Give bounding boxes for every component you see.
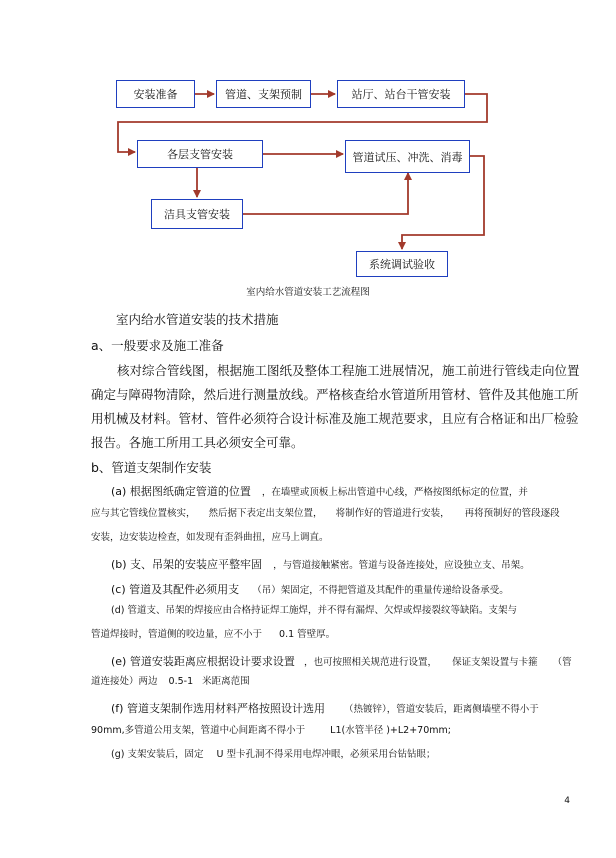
item-b [111,553,530,572]
item-f-line1 [111,697,539,716]
item-a-line2 [91,505,560,519]
item-a-line2-part2: 然后据下表定出支架位置， [208,508,323,519]
item-d-line2 [91,626,335,640]
item-a-line3: 安装，边安装边检查，如发现有歪斜曲扭，应马上调直。 [91,532,329,543]
item-e-line1 [111,650,572,669]
item-a-line2-part3: 将制作好的管道进行安装， [335,508,450,519]
item-e-part4: （管 [552,657,572,668]
item-e-line2-part2: 0.5-1 [168,676,194,687]
item-f-rest: （热镀锌），管道安装后，距离侧墙壁不得小于 [344,704,539,715]
item-a-lead: (a) 根据图纸确定管道的位置 [111,485,251,498]
item-a-line2-part1: 应与其它管线位置核实， [91,508,196,519]
item-g [111,746,435,760]
item-f-line2-part2: L1(水管半径 )+L2+70mm; [330,725,451,736]
paragraph-a-line2: 确定与障碍物清除，然后进行测量放线。严格核查给水管道所用管材、管件及其他施工所 [91,387,579,402]
paragraph-a-line1: 核对综合管线图，根据施工图纸及整体工程施工进展情况，施工前进行管线走向位置 [117,363,580,378]
item-d-line2-part1: 管道焊接时，管道侧的咬边量，应不小于 [91,629,263,640]
arrow-fixture-to-test [243,173,408,214]
item-f-line2 [91,722,451,736]
flow-box-branch-pipe: 各层支管安装 [137,140,263,168]
flow-box-prefabrication: 管道、支架预制 [216,80,311,108]
flowchart [0,0,616,298]
flow-box-acceptance: 系统调试验收 [356,251,448,277]
subsection-a-heading: a、一般要求及施工准备 [91,338,224,353]
item-f-lead: (f) 管道支架制作选用材料严格按照设计选用 [111,702,325,715]
item-c-lead: (c) 管道及其配件必须用支 [111,583,240,596]
subsection-b-heading: b、管道支架制作安装 [91,460,212,475]
item-c-rest: （吊）架固定，不得把管道及其配件的重量传递给设备承受。 [252,585,509,596]
flowchart-arrows [0,0,616,290]
flow-box-preparation: 安装准备 [116,80,195,108]
item-e-line2-part3: 米距离范围 [202,676,250,687]
flow-box-main-pipe: 站厅、站台干管安装 [337,80,465,108]
item-d-line1: (d) 管道支、吊架的焊接应由合格持证焊工施焊，并不得有漏焊、欠焊或焊接裂纹等缺陷。支架与 [111,605,517,616]
item-b-rest: ，与管道接触紧密。管道与设备连接处，应设独立支、吊架。 [273,560,530,571]
item-g-part1: (g) 支架安装后，固定 [111,749,204,760]
item-e-lead: (e) 管道安装距离应根据设计要求设置 [111,655,295,668]
section-title: 室内给水管道安装的技术措施 [116,312,279,327]
item-a-rest: ，在墙壁或顶板上标出管道中心线，严格按图纸标定的位置，并 [261,487,528,498]
item-a-line2-part4: 再将预制好的管段逐段 [464,508,560,519]
item-e-line2 [91,673,250,687]
item-e-part2: ，也可按照相关规范进行设置， [303,657,437,668]
item-d-line2-part2: 0.1 管壁厚。 [279,629,336,640]
paragraph-a-line4: 报告。各施工所用工具必须安全可靠。 [91,435,304,450]
item-f-line2-part1: 90mm,多管道公用支架，管道中心间距离不得小于 [91,725,306,736]
item-b-lead: (b) 支、吊架的安装应平整牢固 [111,558,263,571]
flow-box-fixture-pipe: 洁具支管安装 [151,199,243,229]
item-a-line1 [111,480,528,499]
item-c [111,578,509,597]
paragraph-a-line3: 用机械及材料。管材、管件必须符合设计标准及施工规范要求，且应有合格证和出厂检验 [91,411,579,426]
item-g-part2: U 型卡孔洞不得采用电焊冲眼，必须采用台钻钻眼； [216,749,436,760]
page-number: 4 [564,796,570,806]
flow-box-pressure-test: 管道试压、冲洗、消毒 [345,140,470,173]
item-e-part3: 保证支架设置与卡箍 [452,657,538,668]
item-e-line2-part1: 道连接处）两边 [91,676,158,687]
flowchart-caption: 室内给水管道安装工艺流程图 [246,287,370,298]
